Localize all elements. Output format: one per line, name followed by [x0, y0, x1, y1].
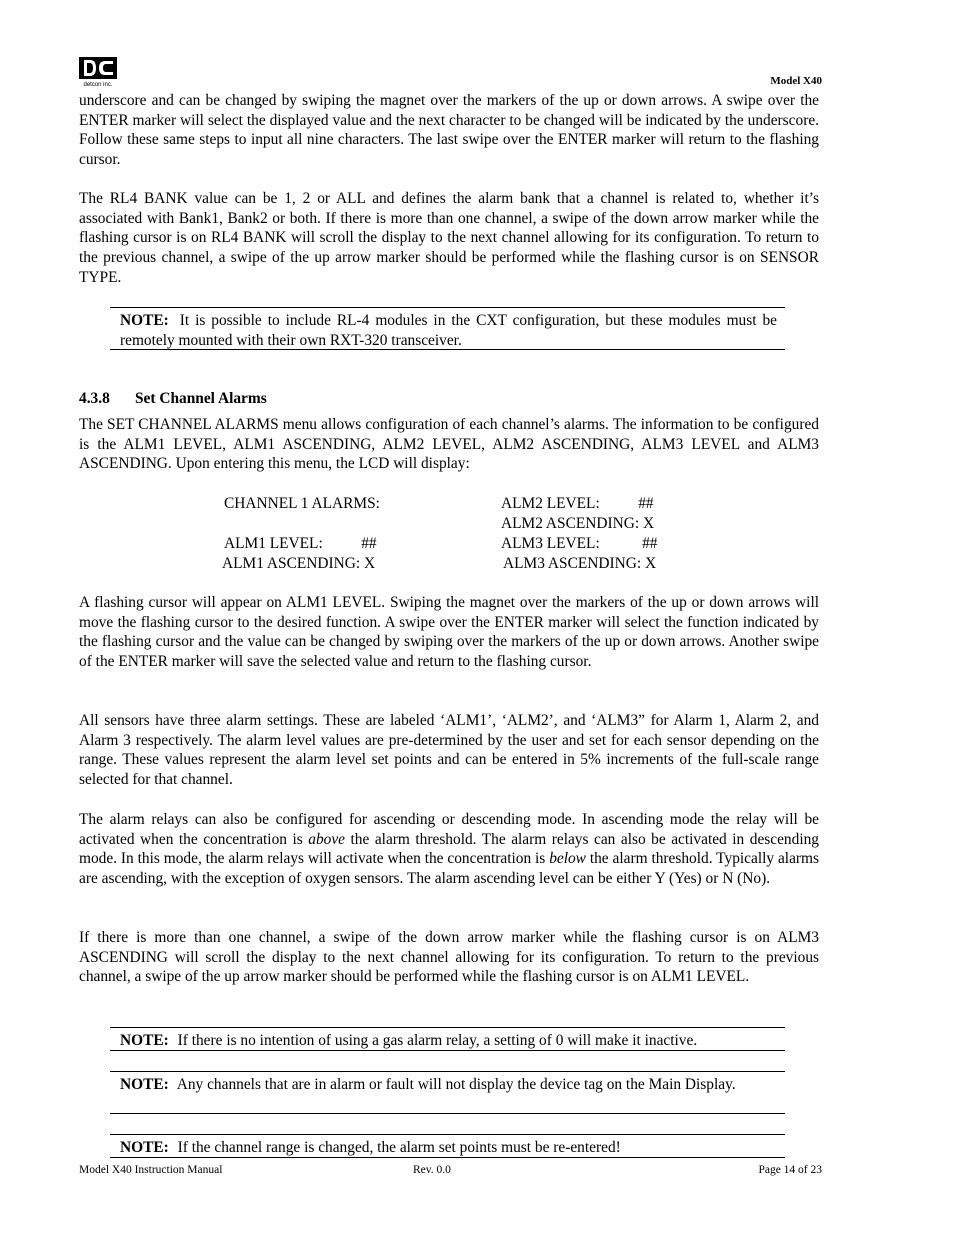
lcd-title: CHANNEL 1 ALARMS:	[224, 495, 380, 512]
lcd-alm2-level: ALM2 LEVEL: ##	[501, 495, 654, 512]
note-label: NOTE:	[120, 1139, 169, 1156]
footer-page-number: Page 14 of 23	[758, 1164, 822, 1176]
lcd-alm3-ascending: ALM3 ASCENDING: X	[503, 555, 657, 572]
paragraph-set-channel-alarms: The SET CHANNEL ALARMS menu allows configuration of each channel’s alarms. The information to be configured is the ALM1 LEVEL, ALM1 ASCENDING, ALM2 LEVEL, ALM2 ASCENDING, ALM3 LEVEL and ALM3 ASCENDING. Upon entering this menu, the LCD will display:	[79, 416, 819, 473]
note-text: If the channel range is changed, the alarm set points must be re-entered!	[177, 1139, 621, 1156]
text-run: the alarm threshold. Typically alarms are ascending, with the exception of oxygen sensors. The alarm ascending level can be either Y (Yes) or N (No).	[79, 850, 819, 888]
detcon-logo	[79, 55, 117, 87]
note-device-tag	[110, 1071, 785, 1114]
note-range-change	[110, 1134, 785, 1158]
lcd-alm1-level: ALM1 LEVEL: ##	[224, 535, 377, 552]
section-heading	[79, 390, 267, 408]
lcd-alm2-ascending: ALM2 ASCENDING: X	[501, 515, 655, 532]
section-number: 4.3.8	[79, 390, 110, 407]
text-run: the alarm threshold. The alarm relays can also be activated in descending mode. In this mode, the alarm relays will activate when the concentration is	[79, 830, 819, 868]
lcd-alm1-ascending: ALM1 ASCENDING: X	[222, 555, 376, 572]
note-label: NOTE:	[120, 312, 169, 329]
emphasis-above: above	[308, 830, 346, 848]
note-label: NOTE:	[120, 1076, 169, 1093]
text-run: The alarm relays can also be configured for ascending or descending mode. In ascending mode the relay will be activated when the concentration is	[79, 811, 819, 848]
note-label: NOTE:	[120, 1032, 169, 1049]
paragraph-ascending-mode	[79, 810, 819, 889]
note-text: If there is no intention of using a gas alarm relay, a setting of 0 will make it inactive.	[177, 1032, 698, 1049]
lcd-alm3-level: ALM3 LEVEL: ##	[501, 535, 658, 552]
note-rl4-modules	[110, 307, 785, 350]
logo-text: detcon inc.	[83, 82, 113, 87]
note-inactive-relay	[110, 1027, 785, 1051]
section-title: Set Channel Alarms	[135, 390, 267, 407]
paragraph-alarm-settings: All sensors have three alarm settings. These are labeled ‘ALM1’, ‘ALM2’, and ‘ALM3” for Alarm 1, Alarm 2, and Alarm 3 respectively. The alarm level values are pre-determined by the user and set for each sensor depending on the range. These values represent the alarm level set points and can be entered in 5% increments of the full-scale range selected for that channel.	[79, 712, 819, 789]
paragraph-flashing-cursor: A flashing cursor will appear on ALM1 LEVEL. Swiping the magnet over the markers of the up or down arrows will move the flashing cursor to the desired function. A swipe over the ENTER marker will select the function indicated by the flashing cursor and the value can be changed by swiping over the markers of the up or down arrows. Another swipe of the ENTER marker will save the selected value and return to the flashing cursor.	[79, 594, 819, 671]
emphasis-below: below	[549, 850, 586, 868]
header-model: Model X40	[770, 75, 822, 87]
note-text: Any channels that are in alarm or fault will not display the device tag on the Main Display.	[176, 1076, 736, 1093]
paragraph-rl4-bank: The RL4 BANK value can be 1, 2 or ALL and defines the alarm bank that a channel is related to, whether it’s associated with Bank1, Bank2 or both. If there is more than one channel, a swipe of the down arrow marker while the flashing cursor is on RL4 BANK will scroll the display to the next channel allowing for its configuration. To return to the previous channel, a swipe of the up arrow marker should be performed while the flashing cursor is on SENSOR TYPE.	[79, 190, 819, 286]
footer-revision: Rev. 0.0	[413, 1164, 451, 1176]
footer-manual-title: Model X40 Instruction Manual	[79, 1164, 223, 1176]
note-text: It is possible to include RL-4 modules in the CXT configuration, but these modules must be remotely mounted with their own RXT-320 transceiver.	[120, 312, 777, 349]
paragraph-more-channels: If there is more than one channel, a swipe of the down arrow marker while the flashing cursor is on ALM3 ASCENDING will scroll the display to the next channel allowing for its configuration. To return to the previous channel, a swipe of the up arrow marker should be performed while the flashing cursor is on ALM1 LEVEL.	[79, 929, 819, 986]
paragraph-underscore: underscore and can be changed by swiping the magnet over the markers of the up or down arrows. A swipe over the ENTER marker will select the displayed value and the next character to be changed will be indicated by the underscore. Follow these same steps to input all nine characters. The last swipe over the ENTER marker will return to the flashing cursor.	[79, 92, 819, 169]
